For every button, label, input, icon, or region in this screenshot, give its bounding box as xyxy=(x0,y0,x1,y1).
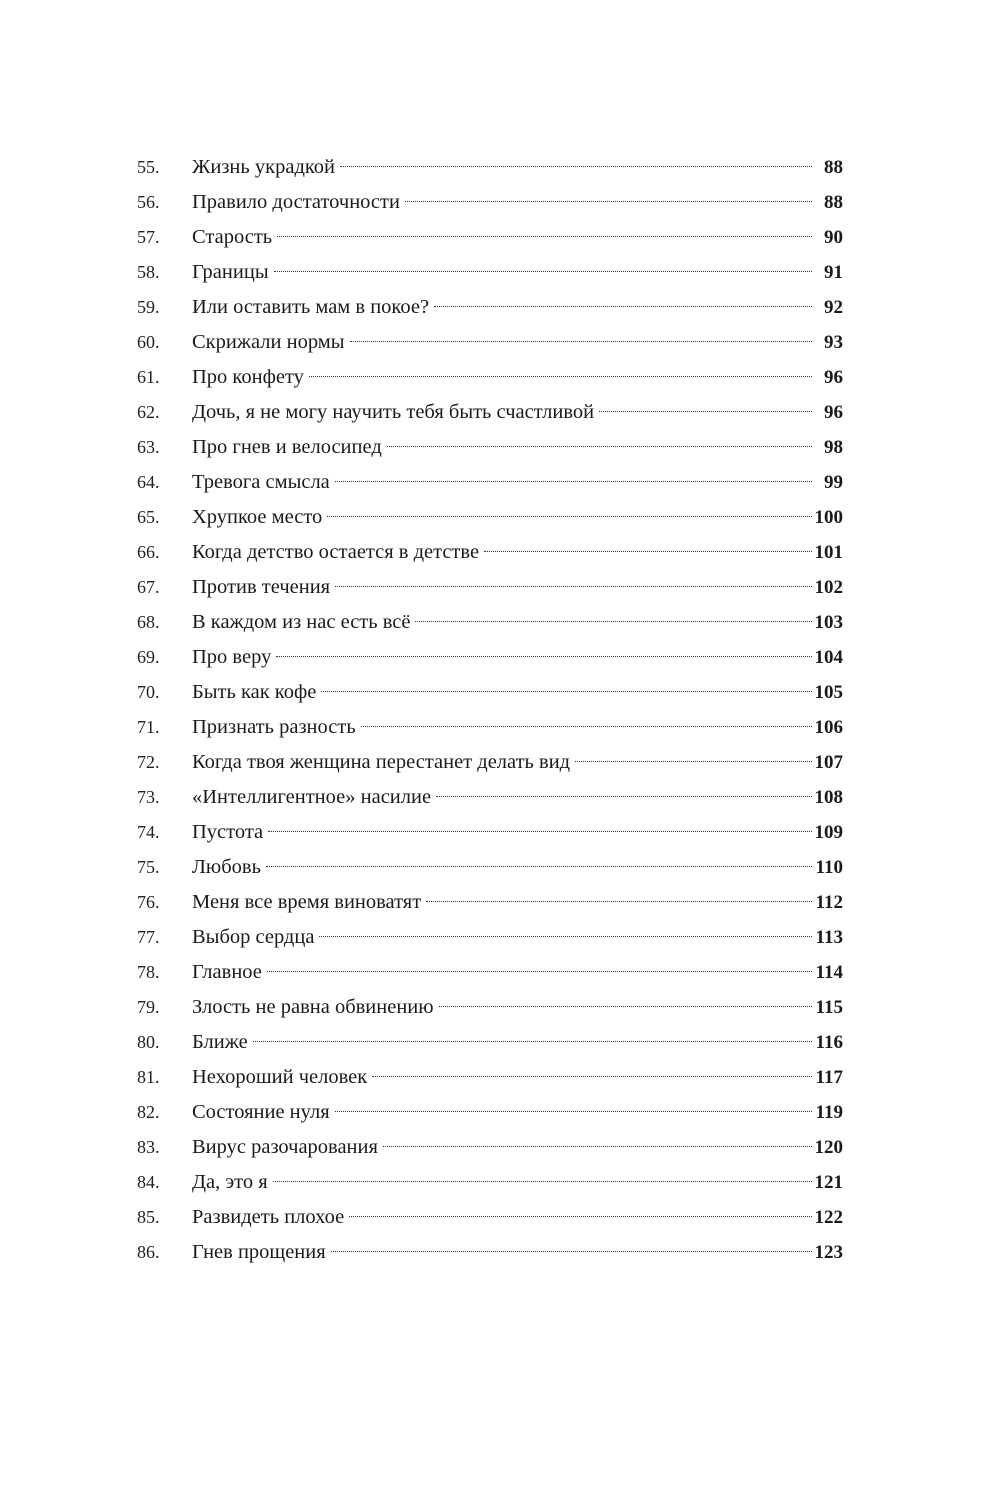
dot-leader xyxy=(276,656,811,657)
dot-leader xyxy=(327,516,811,517)
dot-leader xyxy=(340,166,812,167)
toc-entry[interactable] xyxy=(137,1095,843,1130)
toc-entry-page: 88 xyxy=(824,157,843,178)
toc-entry-number: 58. xyxy=(137,262,160,282)
toc-entry-title: Дочь, я не могу научить тебя быть счастливой xyxy=(192,401,595,423)
dot-leader xyxy=(266,866,812,867)
dot-leader xyxy=(319,936,812,937)
toc-entry-title: Когда детство остается в детстве xyxy=(192,541,480,563)
dot-leader xyxy=(335,481,812,482)
toc-entry[interactable] xyxy=(137,780,843,815)
dot-leader xyxy=(335,1111,812,1112)
toc-entry-title: Признать разность xyxy=(192,716,356,738)
toc-entry-page: 106 xyxy=(814,717,843,738)
dot-leader xyxy=(599,411,812,412)
toc-entry-number: 57. xyxy=(137,227,160,247)
toc-entry-number: 80. xyxy=(137,1032,160,1052)
toc-entry-title: Жизнь украдкой xyxy=(192,156,336,178)
toc-entry[interactable] xyxy=(137,710,843,745)
toc-entry-title: Меня все время виноватят xyxy=(192,891,422,913)
toc-entry[interactable] xyxy=(137,570,843,605)
toc-entry-page: 102 xyxy=(814,577,843,598)
toc-entry[interactable] xyxy=(137,1060,843,1095)
toc-entry-title: Состояние нуля xyxy=(192,1101,330,1123)
toc-entry[interactable] xyxy=(137,955,843,990)
toc-entry[interactable] xyxy=(137,990,843,1025)
toc-entry-page: 93 xyxy=(824,332,843,353)
dot-leader xyxy=(575,761,811,762)
toc-entry-title: Главное xyxy=(192,961,262,983)
toc-entry-title: Гнев прощения xyxy=(192,1241,326,1263)
toc-entry-title: Вирус разочарования xyxy=(192,1136,378,1158)
toc-entry-page: 98 xyxy=(824,437,843,458)
toc-entry-number: 55. xyxy=(137,157,160,177)
toc-entry[interactable] xyxy=(137,850,843,885)
toc-entry-page: 123 xyxy=(814,1242,843,1263)
toc-entry[interactable] xyxy=(137,675,843,710)
toc-entry-number: 70. xyxy=(137,682,160,702)
dot-leader xyxy=(273,1181,812,1182)
toc-entry-number: 82. xyxy=(137,1102,160,1122)
toc-entry-title: Быть как кофе xyxy=(192,681,317,703)
toc-entry[interactable] xyxy=(137,185,843,220)
toc-entry-page: 99 xyxy=(824,472,843,493)
toc-entry-page: 90 xyxy=(824,227,843,248)
toc-entry-number: 61. xyxy=(137,367,160,387)
toc-entry[interactable] xyxy=(137,1200,843,1235)
toc-entry-title: Злость не равна обвинению xyxy=(192,996,434,1018)
toc-entry-title: В каждом из нас есть всё xyxy=(192,611,411,633)
toc-entry[interactable] xyxy=(137,325,843,360)
toc-entry[interactable] xyxy=(137,535,843,570)
toc-entry[interactable] xyxy=(137,395,843,430)
toc-entry[interactable] xyxy=(137,255,843,290)
toc-entry[interactable] xyxy=(137,220,843,255)
toc-entry-number: 72. xyxy=(137,752,160,772)
toc-entry-title: «Интеллигентное» насилие xyxy=(192,786,432,808)
toc-entry[interactable] xyxy=(137,360,843,395)
toc-entry-number: 77. xyxy=(137,927,160,947)
toc-entry-page: 101 xyxy=(814,542,843,563)
toc-entry-page: 92 xyxy=(824,297,843,318)
toc-entry-number: 56. xyxy=(137,192,160,212)
toc-entry-number: 85. xyxy=(137,1207,160,1227)
toc-entry[interactable] xyxy=(137,1165,843,1200)
toc-entry-number: 74. xyxy=(137,822,160,842)
dot-leader xyxy=(436,796,811,797)
toc-entry-page: 103 xyxy=(814,612,843,633)
toc-entry[interactable] xyxy=(137,150,843,185)
toc-entry-title: Границы xyxy=(192,261,269,283)
dot-leader xyxy=(439,1006,812,1007)
toc-entry[interactable] xyxy=(137,885,843,920)
toc-entry-page: 122 xyxy=(814,1207,843,1228)
toc-entry-page: 116 xyxy=(815,1032,843,1053)
toc-entry-title: Когда твоя женщина перестанет делать вид xyxy=(192,751,571,773)
toc-entry[interactable] xyxy=(137,430,843,465)
table-of-contents xyxy=(137,150,843,1270)
dot-leader xyxy=(484,551,811,552)
dot-leader xyxy=(268,831,811,832)
toc-entry-number: 71. xyxy=(137,717,160,737)
toc-entry-page: 113 xyxy=(815,927,843,948)
toc-entry-title: Выбор сердца xyxy=(192,926,315,948)
toc-entry-title: Пустота xyxy=(192,821,264,843)
toc-entry[interactable] xyxy=(137,815,843,850)
toc-entry-page: 114 xyxy=(815,962,843,983)
toc-entry[interactable] xyxy=(137,290,843,325)
toc-entry-page: 109 xyxy=(814,822,843,843)
toc-entry-number: 76. xyxy=(137,892,160,912)
dot-leader xyxy=(426,901,812,902)
dot-leader xyxy=(321,691,811,692)
toc-entry-page: 105 xyxy=(814,682,843,703)
toc-entry-title: Старость xyxy=(192,226,273,248)
toc-entry[interactable] xyxy=(137,1025,843,1060)
toc-entry-number: 75. xyxy=(137,857,160,877)
toc-entry-page: 91 xyxy=(824,262,843,283)
toc-entry-page: 112 xyxy=(815,892,843,913)
toc-entry-title: Развидеть плохое xyxy=(192,1206,345,1228)
toc-entry-number: 64. xyxy=(137,472,160,492)
toc-entry-number: 62. xyxy=(137,402,160,422)
toc-entry-number: 68. xyxy=(137,612,160,632)
toc-entry-number: 69. xyxy=(137,647,160,667)
dot-leader xyxy=(267,971,812,972)
dot-leader xyxy=(387,446,812,447)
dot-leader xyxy=(349,1216,811,1217)
dot-leader xyxy=(361,726,812,727)
toc-entry-title: Тревога смысла xyxy=(192,471,330,493)
toc-entry[interactable] xyxy=(137,745,843,780)
toc-entry-number: 86. xyxy=(137,1242,160,1262)
toc-entry-number: 67. xyxy=(137,577,160,597)
toc-entry-title: Правило достаточности xyxy=(192,191,400,213)
toc-entry-number: 83. xyxy=(137,1137,160,1157)
dot-leader xyxy=(372,1076,812,1077)
toc-entry-page: 100 xyxy=(814,507,843,528)
toc-entry-page: 119 xyxy=(815,1102,843,1123)
toc-entry[interactable] xyxy=(137,640,843,675)
dot-leader xyxy=(309,376,812,377)
toc-entry-title: Нехороший человек xyxy=(192,1066,368,1088)
toc-entry-number: 66. xyxy=(137,542,160,562)
dot-leader xyxy=(335,586,811,587)
dot-leader xyxy=(274,271,812,272)
toc-entry-title: Про конфету xyxy=(192,366,304,388)
toc-entry-number: 63. xyxy=(137,437,160,457)
toc-entry-page: 108 xyxy=(814,787,843,808)
toc-entry-page: 115 xyxy=(815,997,843,1018)
toc-entry-number: 59. xyxy=(137,297,160,317)
toc-entry-title: Любовь xyxy=(192,856,261,878)
toc-entry-page: 96 xyxy=(824,402,843,423)
dot-leader xyxy=(253,1041,812,1042)
toc-entry-title: Или оставить мам в покое? xyxy=(192,296,430,318)
toc-entry-title: Хрупкое место xyxy=(192,506,323,528)
toc-entry-number: 79. xyxy=(137,997,160,1017)
dot-leader xyxy=(415,621,811,622)
dot-leader xyxy=(331,1251,812,1252)
dot-leader xyxy=(350,341,812,342)
toc-entry-title: Против течения xyxy=(192,576,331,598)
toc-entry-page: 107 xyxy=(814,752,843,773)
toc-entry-number: 73. xyxy=(137,787,160,807)
toc-entry[interactable] xyxy=(137,920,843,955)
toc-entry[interactable] xyxy=(137,500,843,535)
toc-entry-title: Про веру xyxy=(192,646,272,668)
toc-entry-page: 88 xyxy=(824,192,843,213)
toc-entry-number: 78. xyxy=(137,962,160,982)
dot-leader xyxy=(277,236,812,237)
toc-entry-number: 84. xyxy=(137,1172,160,1192)
toc-entry-title: Про гнев и велосипед xyxy=(192,436,382,458)
toc-entry[interactable] xyxy=(137,465,843,500)
toc-entry[interactable] xyxy=(137,605,843,640)
toc-entry-page: 120 xyxy=(814,1137,843,1158)
toc-entry-number: 60. xyxy=(137,332,160,352)
dot-leader xyxy=(434,306,812,307)
toc-entry-page: 110 xyxy=(815,857,843,878)
toc-entry-page: 104 xyxy=(814,647,843,668)
toc-entry[interactable] xyxy=(137,1235,843,1270)
toc-entry-number: 65. xyxy=(137,507,160,527)
toc-entry-title: Ближе xyxy=(192,1031,248,1053)
toc-entry-page: 121 xyxy=(814,1172,843,1193)
toc-entry-title: Скрижали нормы xyxy=(192,331,345,353)
dot-leader xyxy=(383,1146,812,1147)
toc-entry-number: 81. xyxy=(137,1067,160,1087)
toc-entry-title: Да, это я xyxy=(192,1171,268,1193)
toc-entry-page: 117 xyxy=(815,1067,843,1088)
toc-entry[interactable] xyxy=(137,1130,843,1165)
toc-entry-page: 96 xyxy=(824,367,843,388)
dot-leader xyxy=(405,201,812,202)
